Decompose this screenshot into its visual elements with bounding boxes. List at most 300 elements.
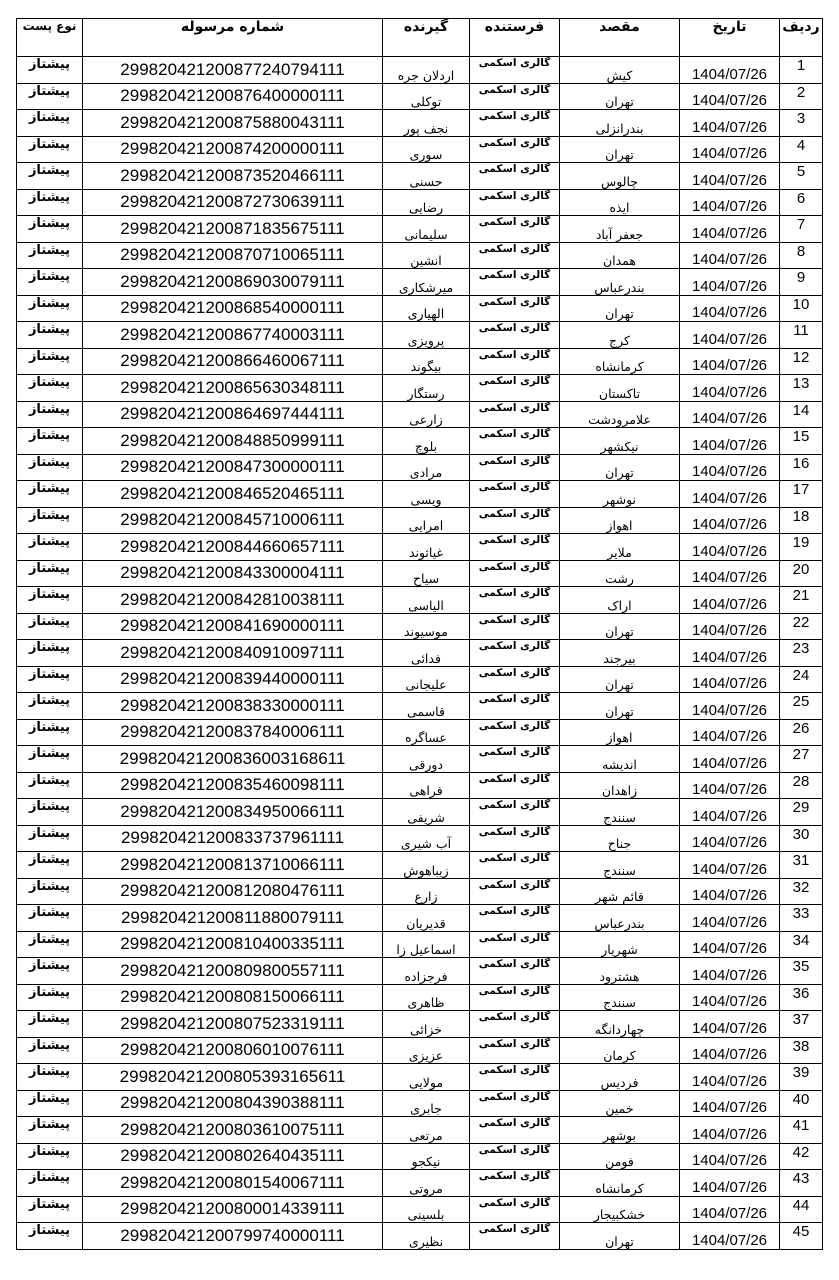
- post-type-cell: پیشتاز: [17, 587, 83, 614]
- date-cell: 1404/07/26: [680, 1196, 780, 1223]
- sender-cell: گالری اسکمی: [470, 163, 560, 190]
- destination-cell: تهران: [560, 693, 680, 720]
- recipient-cell: مرادی: [383, 454, 470, 481]
- recipient-cell: مولایی: [383, 1064, 470, 1091]
- tracking-number-cell: 299820421200800014339111: [83, 1196, 383, 1223]
- post-type-cell: پیشتاز: [17, 560, 83, 587]
- date-cell: 1404/07/26: [680, 1143, 780, 1170]
- destination-cell: علامرودشت: [560, 401, 680, 428]
- row-number-cell: 41: [780, 1117, 823, 1144]
- sender-cell: گالری اسکمی: [470, 772, 560, 799]
- tracking-number-cell: 299820421200843300004111: [83, 560, 383, 587]
- post-type-cell: پیشتاز: [17, 1143, 83, 1170]
- recipient-cell: شریفی: [383, 799, 470, 826]
- post-type-cell: پیشتاز: [17, 1011, 83, 1038]
- destination-cell: کرمانشاه: [560, 1170, 680, 1197]
- destination-cell: تهران: [560, 295, 680, 322]
- row-number-cell: 39: [780, 1064, 823, 1091]
- post-type-cell: پیشتاز: [17, 772, 83, 799]
- recipient-cell: موسیوند: [383, 613, 470, 640]
- row-number-cell: 1: [780, 57, 823, 84]
- date-cell: 1404/07/26: [680, 348, 780, 375]
- destination-cell: تهران: [560, 1223, 680, 1250]
- date-cell: 1404/07/26: [680, 189, 780, 216]
- table-row: [17, 136, 823, 163]
- sender-cell: گالری اسکمی: [470, 1117, 560, 1144]
- post-type-cell: پیشتاز: [17, 931, 83, 958]
- tracking-number-cell: 299820421200842810038111: [83, 587, 383, 614]
- sender-cell: گالری اسکمی: [470, 295, 560, 322]
- destination-cell: نیکشهر: [560, 428, 680, 455]
- post-type-cell: پیشتاز: [17, 1090, 83, 1117]
- tracking-number-cell: 299820421200813710066111: [83, 852, 383, 879]
- tracking-number-cell: 299820421200837840006111: [83, 719, 383, 746]
- destination-cell: بندرانزلی: [560, 110, 680, 137]
- table-row: [17, 799, 823, 826]
- table-row: [17, 772, 823, 799]
- row-number-cell: 27: [780, 746, 823, 773]
- row-number-cell: 2: [780, 83, 823, 110]
- recipient-cell: سیاح: [383, 560, 470, 587]
- recipient-cell: عزیزی: [383, 1037, 470, 1064]
- date-cell: 1404/07/26: [680, 534, 780, 561]
- sender-cell: گالری اسکمی: [470, 905, 560, 932]
- recipient-cell: فدائی: [383, 640, 470, 667]
- table-row: [17, 560, 823, 587]
- date-cell: 1404/07/26: [680, 799, 780, 826]
- destination-cell: فردیس: [560, 1064, 680, 1091]
- row-number-cell: 43: [780, 1170, 823, 1197]
- recipient-cell: زیباهوش: [383, 852, 470, 879]
- row-number-cell: 44: [780, 1196, 823, 1223]
- table-row: [17, 719, 823, 746]
- row-number-cell: 16: [780, 454, 823, 481]
- date-cell: 1404/07/26: [680, 216, 780, 243]
- sender-cell: گالری اسکمی: [470, 1223, 560, 1250]
- row-number-cell: 5: [780, 163, 823, 190]
- tracking-number-cell: 299820421200839440000111: [83, 666, 383, 693]
- sender-cell: گالری اسکمی: [470, 1011, 560, 1038]
- table-row: [17, 931, 823, 958]
- tracking-number-cell: 299820421200869030079111: [83, 269, 383, 296]
- post-type-cell: پیشتاز: [17, 454, 83, 481]
- recipient-cell: بیگوند: [383, 348, 470, 375]
- table-row: [17, 613, 823, 640]
- post-type-cell: پیشتاز: [17, 1170, 83, 1197]
- row-number-cell: 7: [780, 216, 823, 243]
- row-number-cell: 37: [780, 1011, 823, 1038]
- table-row: [17, 83, 823, 110]
- table-row: [17, 163, 823, 190]
- tracking-number-cell: 299820421200806010076111: [83, 1037, 383, 1064]
- date-cell: 1404/07/26: [680, 905, 780, 932]
- destination-cell: نوشهر: [560, 481, 680, 508]
- tracking-number-cell: 299820421200877240794111: [83, 57, 383, 84]
- recipient-cell: سوری: [383, 136, 470, 163]
- table-row: [17, 507, 823, 534]
- recipient-cell: علیجانی: [383, 666, 470, 693]
- destination-cell: زاهدان: [560, 772, 680, 799]
- date-cell: 1404/07/26: [680, 1117, 780, 1144]
- table-row: [17, 428, 823, 455]
- post-type-cell: پیشتاز: [17, 269, 83, 296]
- destination-cell: جعفر آباد: [560, 216, 680, 243]
- sender-cell: گالری اسکمی: [470, 693, 560, 720]
- row-number-cell: 36: [780, 984, 823, 1011]
- tracking-number-cell: 299820421200812080476111: [83, 878, 383, 905]
- tracking-number-cell: 299820421200803610075111: [83, 1117, 383, 1144]
- sender-cell: گالری اسکمی: [470, 1143, 560, 1170]
- table-row: [17, 984, 823, 1011]
- tracking-number-cell: 299820421200841690000111: [83, 613, 383, 640]
- tracking-number-cell: 299820421200873520466111: [83, 163, 383, 190]
- tracking-number-cell: 299820421200844660657111: [83, 534, 383, 561]
- row-number-cell: 26: [780, 719, 823, 746]
- destination-cell: اهواز: [560, 719, 680, 746]
- recipient-cell: قدیریان: [383, 905, 470, 932]
- post-type-cell: پیشتاز: [17, 1117, 83, 1144]
- sender-cell: گالری اسکمی: [470, 401, 560, 428]
- date-cell: 1404/07/26: [680, 613, 780, 640]
- sender-cell: گالری اسکمی: [470, 984, 560, 1011]
- sender-cell: گالری اسکمی: [470, 481, 560, 508]
- date-cell: 1404/07/26: [680, 719, 780, 746]
- recipient-cell: رستگار: [383, 375, 470, 402]
- table-row: [17, 746, 823, 773]
- shipments-table: [16, 18, 823, 1250]
- date-cell: 1404/07/26: [680, 852, 780, 879]
- post-type-cell: پیشتاز: [17, 481, 83, 508]
- sender-cell: گالری اسکمی: [470, 428, 560, 455]
- recipient-cell: فراهی: [383, 772, 470, 799]
- post-type-cell: پیشتاز: [17, 666, 83, 693]
- table-row: [17, 878, 823, 905]
- row-number-cell: 17: [780, 481, 823, 508]
- date-cell: 1404/07/26: [680, 481, 780, 508]
- destination-cell: بیرجند: [560, 640, 680, 667]
- post-type-cell: پیشتاز: [17, 163, 83, 190]
- table-row: [17, 534, 823, 561]
- table-row: [17, 322, 823, 349]
- recipient-cell: جابری: [383, 1090, 470, 1117]
- table-body: [17, 57, 823, 1250]
- row-number-cell: 38: [780, 1037, 823, 1064]
- row-number-cell: 33: [780, 905, 823, 932]
- sender-cell: گالری اسکمی: [470, 507, 560, 534]
- tracking-number-cell: 299820421200835460098111: [83, 772, 383, 799]
- date-cell: 1404/07/26: [680, 1064, 780, 1091]
- post-type-cell: پیشتاز: [17, 322, 83, 349]
- sender-cell: گالری اسکمی: [470, 666, 560, 693]
- sender-cell: گالری اسکمی: [470, 931, 560, 958]
- destination-cell: کرمان: [560, 1037, 680, 1064]
- destination-cell: سنندج: [560, 984, 680, 1011]
- destination-cell: چهاردانگه: [560, 1011, 680, 1038]
- destination-cell: ملایر: [560, 534, 680, 561]
- tracking-number-cell: 299820421200811880079111: [83, 905, 383, 932]
- post-type-cell: پیشتاز: [17, 216, 83, 243]
- recipient-cell: ظاهری: [383, 984, 470, 1011]
- destination-cell: هشترود: [560, 958, 680, 985]
- row-number-cell: 18: [780, 507, 823, 534]
- recipient-cell: زارع: [383, 878, 470, 905]
- recipient-cell: آب شیری: [383, 825, 470, 852]
- recipient-cell: بلوچ: [383, 428, 470, 455]
- date-cell: 1404/07/26: [680, 825, 780, 852]
- row-number-cell: 12: [780, 348, 823, 375]
- sender-cell: گالری اسکمی: [470, 1196, 560, 1223]
- post-type-cell: پیشتاز: [17, 958, 83, 985]
- header-row-number: ردیف: [780, 19, 823, 57]
- recipient-cell: انشین: [383, 242, 470, 269]
- row-number-cell: 35: [780, 958, 823, 985]
- table-row: [17, 57, 823, 84]
- post-type-cell: پیشتاز: [17, 401, 83, 428]
- destination-cell: اراک: [560, 587, 680, 614]
- date-cell: 1404/07/26: [680, 454, 780, 481]
- sender-cell: گالری اسکمی: [470, 878, 560, 905]
- post-type-cell: پیشتاز: [17, 1223, 83, 1250]
- tracking-number-cell: 299820421200799740000111: [83, 1223, 383, 1250]
- tracking-number-cell: 299820421200833737961111: [83, 825, 383, 852]
- row-number-cell: 19: [780, 534, 823, 561]
- table-row: [17, 189, 823, 216]
- tracking-number-cell: 299820421200865630348111: [83, 375, 383, 402]
- destination-cell: چالوس: [560, 163, 680, 190]
- row-number-cell: 21: [780, 587, 823, 614]
- date-cell: 1404/07/26: [680, 693, 780, 720]
- recipient-cell: اردلان جره: [383, 57, 470, 84]
- tracking-number-cell: 299820421200846520465111: [83, 481, 383, 508]
- recipient-cell: ویسی: [383, 481, 470, 508]
- table-row: [17, 693, 823, 720]
- date-cell: 1404/07/26: [680, 587, 780, 614]
- sender-cell: گالری اسکمی: [470, 216, 560, 243]
- table-row: [17, 666, 823, 693]
- date-cell: 1404/07/26: [680, 1037, 780, 1064]
- sender-cell: گالری اسکمی: [470, 958, 560, 985]
- row-number-cell: 10: [780, 295, 823, 322]
- post-type-cell: پیشتاز: [17, 534, 83, 561]
- row-number-cell: 14: [780, 401, 823, 428]
- recipient-cell: سلیمانی: [383, 216, 470, 243]
- date-cell: 1404/07/26: [680, 375, 780, 402]
- recipient-cell: قاسمی: [383, 693, 470, 720]
- table-row: [17, 1011, 823, 1038]
- date-cell: 1404/07/26: [680, 1223, 780, 1250]
- row-number-cell: 42: [780, 1143, 823, 1170]
- post-type-cell: پیشتاز: [17, 693, 83, 720]
- tracking-number-cell: 299820421200876400000111: [83, 83, 383, 110]
- table-row: [17, 375, 823, 402]
- sender-cell: گالری اسکمی: [470, 719, 560, 746]
- date-cell: 1404/07/26: [680, 958, 780, 985]
- tracking-number-cell: 299820421200807523319111: [83, 1011, 383, 1038]
- row-number-cell: 8: [780, 242, 823, 269]
- post-type-cell: پیشتاز: [17, 746, 83, 773]
- date-cell: 1404/07/26: [680, 666, 780, 693]
- table-row: [17, 825, 823, 852]
- destination-cell: اهواز: [560, 507, 680, 534]
- row-number-cell: 22: [780, 613, 823, 640]
- destination-cell: تهران: [560, 613, 680, 640]
- destination-cell: همدان: [560, 242, 680, 269]
- destination-cell: سنندج: [560, 852, 680, 879]
- destination-cell: تهران: [560, 136, 680, 163]
- table-row: [17, 1170, 823, 1197]
- post-type-cell: پیشتاز: [17, 83, 83, 110]
- destination-cell: رشت: [560, 560, 680, 587]
- tracking-number-cell: 299820421200870710065111: [83, 242, 383, 269]
- sender-cell: گالری اسکمی: [470, 1170, 560, 1197]
- recipient-cell: نظیری: [383, 1223, 470, 1250]
- table-row: [17, 1196, 823, 1223]
- tracking-number-cell: 299820421200810400335111: [83, 931, 383, 958]
- table-row: [17, 295, 823, 322]
- sender-cell: گالری اسکمی: [470, 454, 560, 481]
- recipient-cell: نجف پور: [383, 110, 470, 137]
- tracking-number-cell: 299820421200840910097111: [83, 640, 383, 667]
- sender-cell: گالری اسکمی: [470, 322, 560, 349]
- row-number-cell: 28: [780, 772, 823, 799]
- post-type-cell: پیشتاز: [17, 136, 83, 163]
- row-number-cell: 11: [780, 322, 823, 349]
- row-number-cell: 25: [780, 693, 823, 720]
- sender-cell: گالری اسکمی: [470, 1037, 560, 1064]
- post-type-cell: پیشتاز: [17, 507, 83, 534]
- post-type-cell: پیشتاز: [17, 984, 83, 1011]
- destination-cell: کیش: [560, 57, 680, 84]
- destination-cell: تهران: [560, 666, 680, 693]
- row-number-cell: 9: [780, 269, 823, 296]
- date-cell: 1404/07/26: [680, 931, 780, 958]
- row-number-cell: 20: [780, 560, 823, 587]
- tracking-number-cell: 299820421200804390388111: [83, 1090, 383, 1117]
- table-row: [17, 454, 823, 481]
- recipient-cell: خزائی: [383, 1011, 470, 1038]
- post-type-cell: پیشتاز: [17, 375, 83, 402]
- row-number-cell: 13: [780, 375, 823, 402]
- sender-cell: گالری اسکمی: [470, 1090, 560, 1117]
- date-cell: 1404/07/26: [680, 163, 780, 190]
- sender-cell: گالری اسکمی: [470, 852, 560, 879]
- date-cell: 1404/07/26: [680, 878, 780, 905]
- tracking-number-cell: 299820421200864697444111: [83, 401, 383, 428]
- tracking-number-cell: 299820421200802640435111: [83, 1143, 383, 1170]
- row-number-cell: 23: [780, 640, 823, 667]
- date-cell: 1404/07/26: [680, 772, 780, 799]
- tracking-number-cell: 299820421200847300000111: [83, 454, 383, 481]
- table-row: [17, 110, 823, 137]
- sender-cell: گالری اسکمی: [470, 613, 560, 640]
- date-cell: 1404/07/26: [680, 83, 780, 110]
- date-cell: 1404/07/26: [680, 57, 780, 84]
- date-cell: 1404/07/26: [680, 507, 780, 534]
- tracking-number-cell: 299820421200838330000111: [83, 693, 383, 720]
- sender-cell: گالری اسکمی: [470, 57, 560, 84]
- date-cell: 1404/07/26: [680, 428, 780, 455]
- tracking-number-cell: 299820421200868540000111: [83, 295, 383, 322]
- destination-cell: خشکبیجار: [560, 1196, 680, 1223]
- destination-cell: خمین: [560, 1090, 680, 1117]
- table-row: [17, 958, 823, 985]
- date-cell: 1404/07/26: [680, 1090, 780, 1117]
- table-row: [17, 1037, 823, 1064]
- table-row: [17, 348, 823, 375]
- recipient-cell: غیاثوند: [383, 534, 470, 561]
- destination-cell: کرج: [560, 322, 680, 349]
- row-number-cell: 30: [780, 825, 823, 852]
- recipient-cell: پرویزی: [383, 322, 470, 349]
- table-header-row: [17, 19, 823, 57]
- sender-cell: گالری اسکمی: [470, 269, 560, 296]
- post-type-cell: پیشتاز: [17, 905, 83, 932]
- table-row: [17, 1064, 823, 1091]
- destination-cell: اندیشه: [560, 746, 680, 773]
- row-number-cell: 3: [780, 110, 823, 137]
- row-number-cell: 32: [780, 878, 823, 905]
- recipient-cell: زارعی: [383, 401, 470, 428]
- destination-cell: کرمانشاه: [560, 348, 680, 375]
- table-row: [17, 587, 823, 614]
- date-cell: 1404/07/26: [680, 110, 780, 137]
- table-row: [17, 640, 823, 667]
- recipient-cell: اسماعیل زا: [383, 931, 470, 958]
- header-destination: مقصد: [560, 19, 680, 57]
- table-row: [17, 852, 823, 879]
- recipient-cell: الیاسی: [383, 587, 470, 614]
- table-row: [17, 269, 823, 296]
- tracking-number-cell: 299820421200875880043111: [83, 110, 383, 137]
- header-date: تاریخ: [680, 19, 780, 57]
- destination-cell: بندرعباس: [560, 905, 680, 932]
- post-type-cell: پیشتاز: [17, 719, 83, 746]
- sender-cell: گالری اسکمی: [470, 825, 560, 852]
- post-type-cell: پیشتاز: [17, 110, 83, 137]
- destination-cell: ایذه: [560, 189, 680, 216]
- post-type-cell: پیشتاز: [17, 640, 83, 667]
- date-cell: 1404/07/26: [680, 242, 780, 269]
- sender-cell: گالری اسکمی: [470, 560, 560, 587]
- destination-cell: شهریار: [560, 931, 680, 958]
- date-cell: 1404/07/26: [680, 322, 780, 349]
- post-type-cell: پیشتاز: [17, 189, 83, 216]
- recipient-cell: مرتعی: [383, 1117, 470, 1144]
- row-number-cell: 31: [780, 852, 823, 879]
- post-type-cell: پیشتاز: [17, 348, 83, 375]
- row-number-cell: 34: [780, 931, 823, 958]
- tracking-number-cell: 299820421200845710006111: [83, 507, 383, 534]
- sender-cell: گالری اسکمی: [470, 799, 560, 826]
- row-number-cell: 15: [780, 428, 823, 455]
- date-cell: 1404/07/26: [680, 1170, 780, 1197]
- post-type-cell: پیشتاز: [17, 242, 83, 269]
- tracking-number-cell: 299820421200874200000111: [83, 136, 383, 163]
- tracking-number-cell: 299820421200871835675111: [83, 216, 383, 243]
- sender-cell: گالری اسکمی: [470, 110, 560, 137]
- date-cell: 1404/07/26: [680, 295, 780, 322]
- destination-cell: بوشهر: [560, 1117, 680, 1144]
- tracking-number-cell: 299820421200848850999111: [83, 428, 383, 455]
- recipient-cell: میرشکاری: [383, 269, 470, 296]
- tracking-number-cell: 299820421200866460067111: [83, 348, 383, 375]
- recipient-cell: رضایی: [383, 189, 470, 216]
- table-row: [17, 905, 823, 932]
- post-type-cell: پیشتاز: [17, 613, 83, 640]
- post-type-cell: پیشتاز: [17, 428, 83, 455]
- date-cell: 1404/07/26: [680, 269, 780, 296]
- destination-cell: تهران: [560, 454, 680, 481]
